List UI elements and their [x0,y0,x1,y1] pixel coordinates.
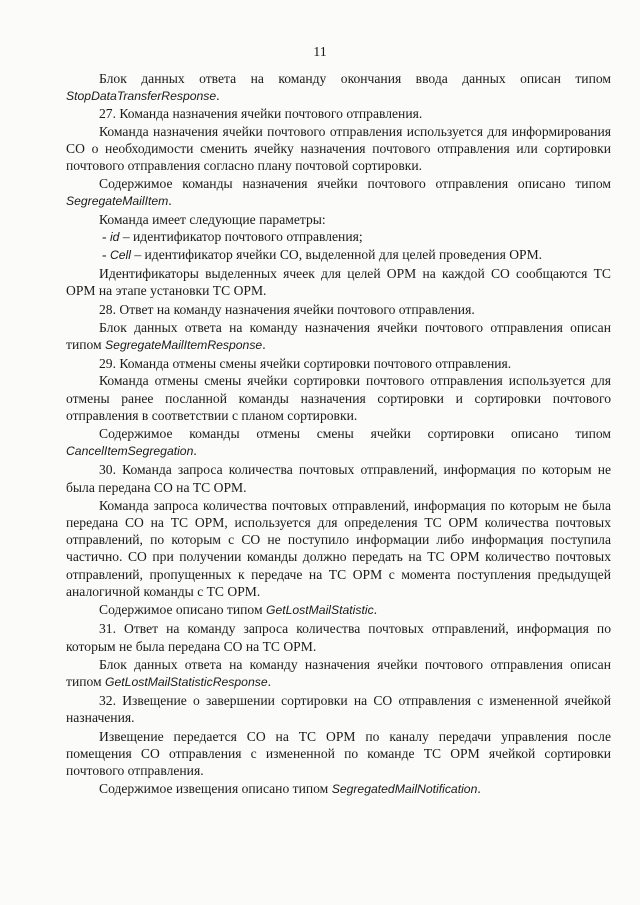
type-name: GetLostMailStatisticResponse [105,674,268,689]
paragraph: Команда запроса количества почтовых отправлений, информация по которым не была передана СО на ТС ОРМ, используется для определения ТС ОРМ количества почтовых отправлений, по которым с СО не поступило информации либо информация поступила частично. СО при получении команды должно передать на ТС ОРМ количество почтовых отправлений, пропущенных к передаче на ТС ОРМ с момента поступления предыдущей аналогичной команды с ТС ОРМ. [66,497,611,599]
paragraph: Идентификаторы выделенных ячеек для целей ОРМ на каждой СО сообщаются ТС ОРМ на этапе установки ТС ОРМ. [66,266,611,299]
paragraph: Извещение передается СО на ТС ОРМ по каналу передачи управления после помещения СО отправления с измененной по команде ТС ОРМ ячейкой сортировки почтового отправления. [66,728,611,778]
paragraph: Содержимое команды назначения ячейки почтового отправления описано типом SegregateMailItem. [66,176,611,209]
param-name: Cell [109,248,131,263]
document-body [66,70,611,798]
type-name: SegregateMailItem [66,194,169,209]
section-heading: 31. Ответ на команду запроса количества почтовых отправлений, информация по которым не была передана СО на ТС ОРМ. [66,621,611,654]
paragraph: Содержимое извещения описано типом SegregatedMailNotification. [99,781,481,797]
type-name: SegregateMailItemResponse [105,338,263,353]
paragraph: Содержимое команды отмены смены ячейки сортировки описано типом CancelItemSegregation. [66,426,611,459]
section-heading: 30. Команда запроса количества почтовых отправлений, информация по которым не была передана СО на ТС ОРМ. [66,462,611,495]
param-name: id [109,229,120,244]
section-heading: 29. Команда отмены смены ячейки сортировки почтового отправления. [99,356,512,372]
type-name: GetLostMailStatistic [265,603,374,618]
paragraph: Блок данных ответа на команду назначения ячейки почтового отправления описан типом SegregateMailItemResponse. [66,319,611,353]
page-number: 11 [313,45,327,60]
paragraph: Блок данных ответа на команду окончания ввода данных описан типом StopDataTransferResponse. [66,71,611,104]
type-name: CancelItemSegregation [66,444,194,459]
paragraph: Команда назначения ячейки почтового отправления используется для информирования СО о необходимости сменить ячейку назначения почтового отправления или сортировки почтового отправления согласно плану почтовой сортировки. [66,123,611,174]
section-heading: 32. Извещение о завершении сортировки на СО отправления с измененной ячейкой назначения. [66,693,611,726]
section-heading: 28. Ответ на команду назначения ячейки почтового отправления. [99,301,475,317]
paragraph: Содержимое описано типом GetLostMailStatistic. [99,602,378,618]
list-item: - id – идентификатор почтового отправления; [102,228,363,244]
paragraph: Команда отмены смены ячейки сортировки почтового отправления используется для отмены ранее посланной команды назначения сортировки и сортировки почтового отправления в соответствии с планом сортировки. [66,373,611,423]
paragraph: Команда имеет следующие параметры: [99,211,326,227]
type-name: SegregatedMailNotification [331,782,478,797]
section-heading: 27. Команда назначения ячейки почтового отправления. [99,106,423,122]
list-item: - Cell – идентификатор ячейки СО, выделенной для целей проведения ОРМ. [102,247,543,263]
paragraph: Блок данных ответа на команду назначения ячейки почтового отправления описан типом GetLostMailStatisticResponse. [66,656,611,689]
type-name: StopDataTransferResponse [66,89,217,104]
